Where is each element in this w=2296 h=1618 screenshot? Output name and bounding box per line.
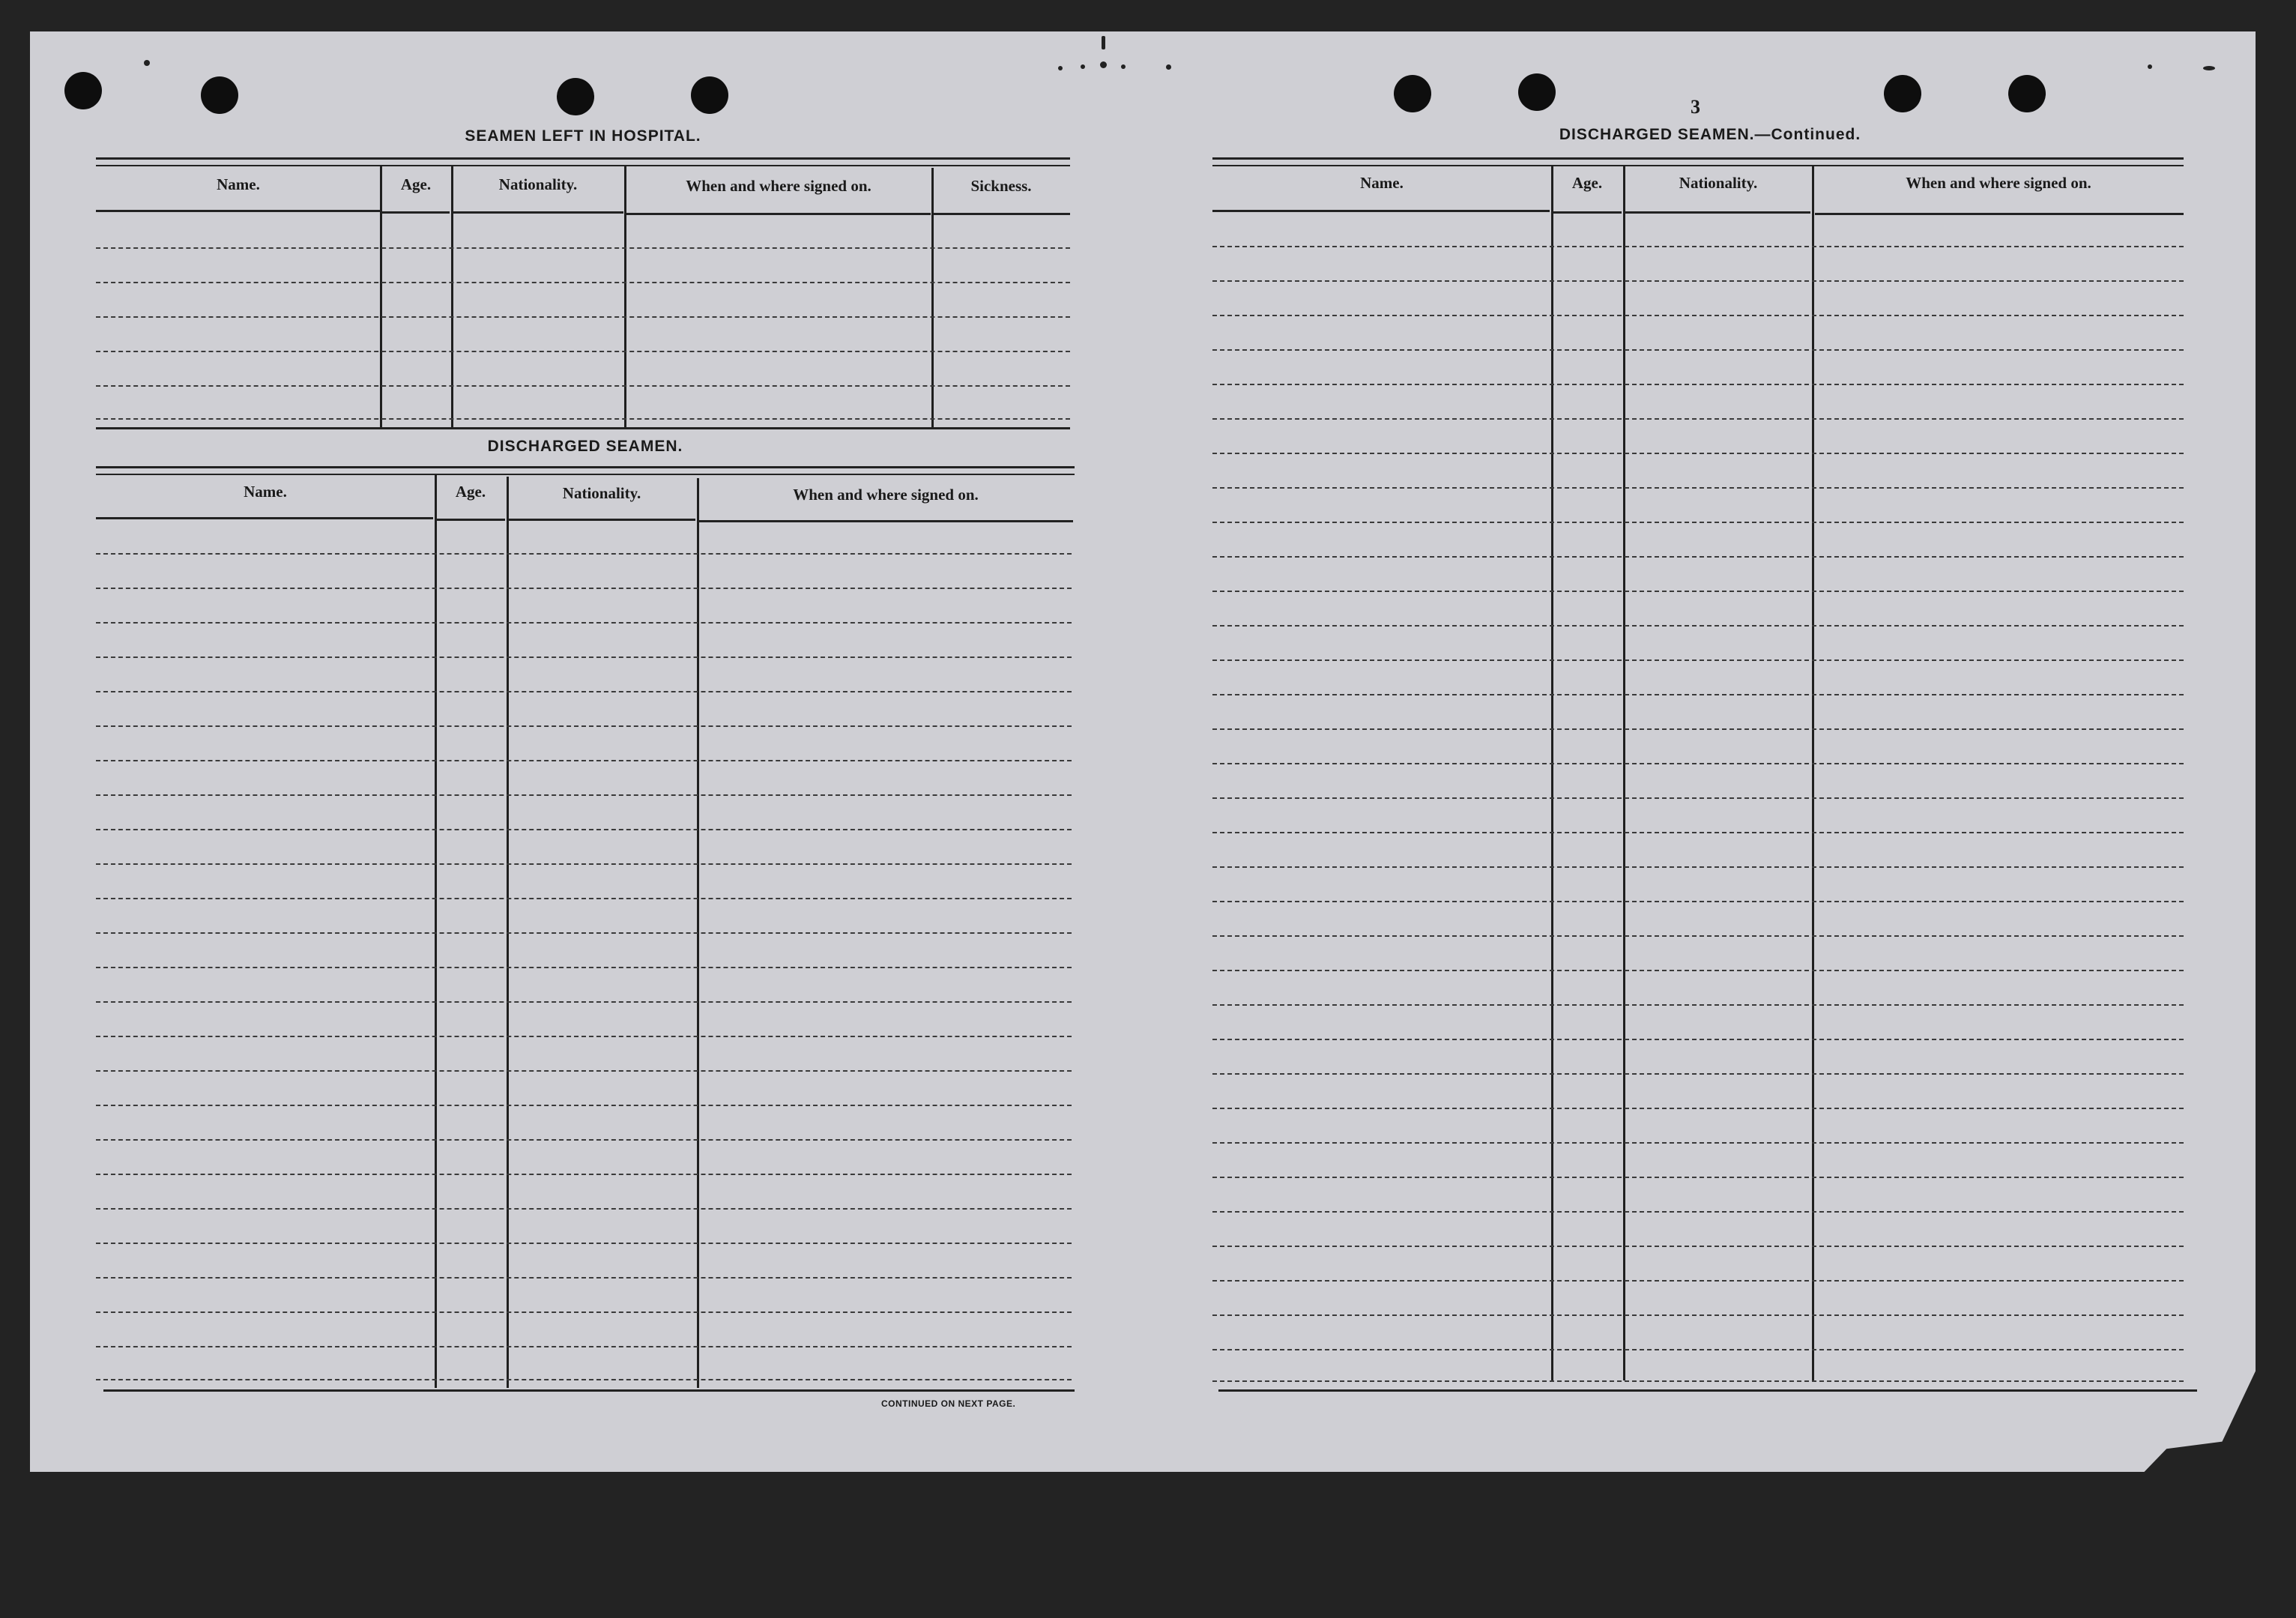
entry-line <box>96 282 1070 283</box>
header-underline <box>436 519 505 521</box>
column-header-when-where-signed-on: When and where signed on. <box>1906 174 2091 192</box>
ink-speck <box>1121 64 1126 69</box>
entry-line <box>96 829 1072 830</box>
punch-hole <box>691 76 728 114</box>
section-title: DISCHARGED SEAMEN.—Continued. <box>1559 126 1861 143</box>
ink-speck <box>2203 66 2215 70</box>
ink-speck <box>144 60 150 66</box>
column-divider <box>624 166 626 427</box>
entry-line <box>96 351 1070 352</box>
entry-line <box>1212 625 2184 627</box>
header-rule <box>96 466 1075 475</box>
column-header-sickness: Sickness. <box>970 177 1032 195</box>
header-underline <box>96 210 381 212</box>
entry-line <box>1212 522 2184 523</box>
entry-line <box>96 247 1070 249</box>
header-underline <box>934 213 1070 215</box>
column-divider <box>931 168 934 427</box>
entry-line <box>1212 384 2184 385</box>
entry-line <box>1212 1280 2184 1282</box>
page-number: 3 <box>1691 96 1700 118</box>
entry-line <box>96 588 1072 589</box>
entry-line <box>1212 832 2184 833</box>
entry-line <box>96 932 1072 934</box>
header-underline <box>1553 211 1622 214</box>
entry-line <box>1212 1108 2184 1109</box>
header-underline <box>381 211 450 214</box>
entry-line <box>1212 970 2184 971</box>
ink-speck <box>1058 66 1063 70</box>
discharged-seamen-continued-table <box>1212 90 2197 1401</box>
punch-hole <box>201 76 238 114</box>
entry-line <box>96 1311 1072 1313</box>
column-header-age: Age. <box>400 175 432 193</box>
entry-line <box>1212 1004 2184 1006</box>
entry-line <box>96 622 1072 624</box>
header-underline <box>626 213 931 215</box>
entry-line <box>1212 1349 2184 1350</box>
column-header-nationality: Nationality. <box>562 484 641 502</box>
table-bottom-rule <box>1218 1389 2197 1392</box>
column-divider <box>1623 165 1625 1380</box>
header-underline <box>453 211 623 214</box>
entry-line <box>1212 349 2184 351</box>
entry-line <box>1212 246 2184 247</box>
entry-line <box>96 656 1072 658</box>
entry-line <box>96 1243 1072 1244</box>
section-title: SEAMEN LEFT IN HOSPITAL. <box>465 127 701 145</box>
entry-line <box>96 794 1072 796</box>
entry-line <box>96 385 1070 387</box>
seamen-left-in-hospital-table <box>96 124 1070 432</box>
entry-line <box>96 316 1070 318</box>
entry-line <box>1212 418 2184 420</box>
entry-line <box>1212 935 2184 937</box>
header-underline <box>698 520 1073 522</box>
entry-line <box>1212 1380 2184 1382</box>
column-header-nationality: Nationality. <box>498 175 578 193</box>
table-bottom-rule <box>103 1389 1075 1392</box>
entry-line <box>1212 556 2184 558</box>
punch-hole <box>557 78 594 115</box>
entry-line <box>1212 487 2184 489</box>
entry-line <box>1212 866 2184 868</box>
entry-line <box>96 1174 1072 1175</box>
entry-line <box>1212 901 2184 902</box>
header-underline <box>1815 213 2184 215</box>
ink-speck <box>1100 61 1107 68</box>
entry-line <box>1212 1211 2184 1213</box>
ink-speck <box>1081 64 1085 69</box>
entry-line <box>1212 694 2184 695</box>
ink-speck <box>2148 64 2152 69</box>
column-divider <box>435 475 437 1388</box>
header-rule <box>96 157 1070 166</box>
header-underline <box>1212 210 1550 212</box>
header-rule <box>1212 157 2184 166</box>
entry-line <box>96 1070 1072 1072</box>
table-bottom-rule <box>96 427 1070 429</box>
entry-line <box>96 725 1072 727</box>
entry-line <box>96 863 1072 865</box>
entry-line <box>96 418 1070 420</box>
column-divider <box>1551 165 1553 1380</box>
entry-line <box>1212 1039 2184 1040</box>
entry-line <box>96 898 1072 899</box>
entry-line <box>96 1105 1072 1106</box>
column-divider <box>451 166 453 427</box>
header-underline <box>1625 211 1810 214</box>
entry-line <box>96 1139 1072 1141</box>
column-header-age: Age. <box>455 483 486 501</box>
column-header-age: Age. <box>1571 174 1603 192</box>
column-header-name: Name. <box>217 175 260 193</box>
section-title: DISCHARGED SEAMEN. <box>487 438 683 455</box>
entry-line <box>1212 453 2184 454</box>
entry-line <box>1212 591 2184 592</box>
column-divider <box>380 165 382 427</box>
entry-line <box>96 967 1072 968</box>
entry-line <box>96 760 1072 761</box>
entry-line <box>96 1001 1072 1003</box>
entry-line <box>1212 659 2184 661</box>
entry-line <box>1212 1142 2184 1144</box>
column-divider <box>1812 165 1814 1380</box>
ink-speck <box>1102 36 1105 49</box>
entry-line <box>96 691 1072 692</box>
entry-line <box>1212 1246 2184 1247</box>
entry-line <box>96 1277 1072 1279</box>
column-header-when-where-signed-on: When and where signed on. <box>793 486 979 504</box>
punch-hole <box>64 72 102 109</box>
discharged-seamen-table <box>96 435 1075 1409</box>
entry-line <box>1212 315 2184 316</box>
entry-line <box>1212 1177 2184 1178</box>
header-underline <box>508 519 695 521</box>
entry-line <box>96 1379 1072 1380</box>
entry-line <box>1212 797 2184 799</box>
entry-line <box>1212 1073 2184 1075</box>
entry-line <box>1212 280 2184 282</box>
column-header-name: Name. <box>244 483 287 501</box>
column-header-when-where-signed-on: When and where signed on. <box>686 177 871 195</box>
entry-line <box>96 553 1072 555</box>
entry-line <box>1212 728 2184 730</box>
column-header-nationality: Nationality. <box>1679 174 1758 192</box>
continued-note: CONTINUED ON NEXT PAGE. <box>881 1398 1016 1409</box>
entry-line <box>96 1346 1072 1347</box>
column-header-name: Name. <box>1360 174 1404 192</box>
ink-speck <box>1166 64 1171 70</box>
header-underline <box>96 517 433 519</box>
entry-line <box>1212 1314 2184 1316</box>
entry-line <box>96 1208 1072 1210</box>
entry-line <box>1212 763 2184 764</box>
entry-line <box>96 1036 1072 1037</box>
